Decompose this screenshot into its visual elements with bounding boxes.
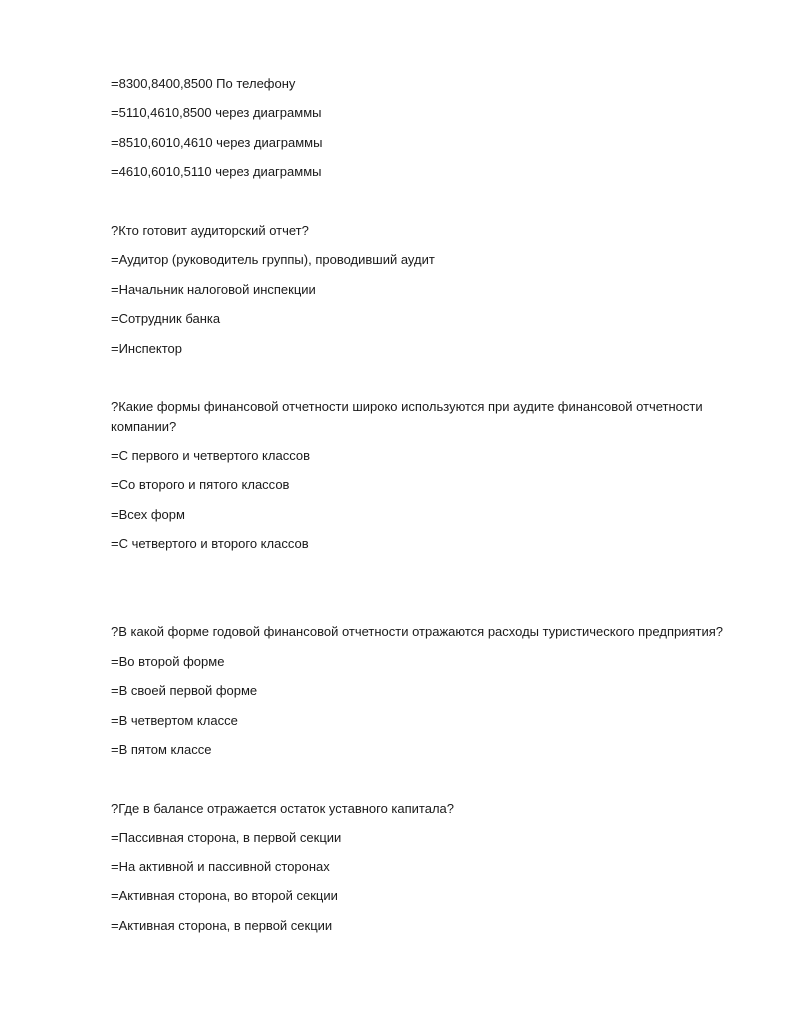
answer-option: =В своей первой форме <box>111 683 258 698</box>
answer-option: =5110,4610,8500 через диаграммы <box>111 105 322 120</box>
answer-option: =В четвертом классе <box>111 713 238 728</box>
answer-option: =Со второго и пятого классов <box>111 477 290 492</box>
answer-option: =С четвертого и второго классов <box>111 536 309 551</box>
answer-option: =Во второй форме <box>111 654 225 669</box>
answer-option: =4610,6010,5110 через диаграммы <box>111 164 322 179</box>
answer-option: =Аудитор (руководитель группы), проводивший аудит <box>111 252 435 267</box>
question-text: ?В какой форме годовой финансовой отчетности отражаются расходы туристического предприятия? <box>111 624 724 639</box>
answer-option: =Активная сторона, в первой секции <box>111 918 333 933</box>
answer-option: =Активная сторона, во второй секции <box>111 888 338 903</box>
question-text: ?Где в балансе отражается остаток уставного капитала? <box>111 801 455 816</box>
answer-option: =Начальник налоговой инспекции <box>111 282 316 297</box>
answer-option: =Инспектор <box>111 341 182 356</box>
answer-option: =Пассивная сторона, в первой секции <box>111 830 342 845</box>
answer-option: =Всех форм <box>111 507 185 522</box>
answer-option: =Сотрудник банка <box>111 311 221 326</box>
answer-option: =В пятом классе <box>111 742 212 757</box>
question-text: ?Кто готовит аудиторский отчет? <box>111 223 309 238</box>
answer-option: =На активной и пассивной сторонах <box>111 859 330 874</box>
answer-option: =8510,6010,4610 через диаграммы <box>111 135 323 150</box>
question-text: ?Какие формы финансовой отчетности широко используются при аудите финансовой отчетности компании? <box>111 399 703 434</box>
answer-option: =8300,8400,8500 По телефону <box>111 76 296 91</box>
answer-option: =С первого и четвертого классов <box>111 448 310 463</box>
